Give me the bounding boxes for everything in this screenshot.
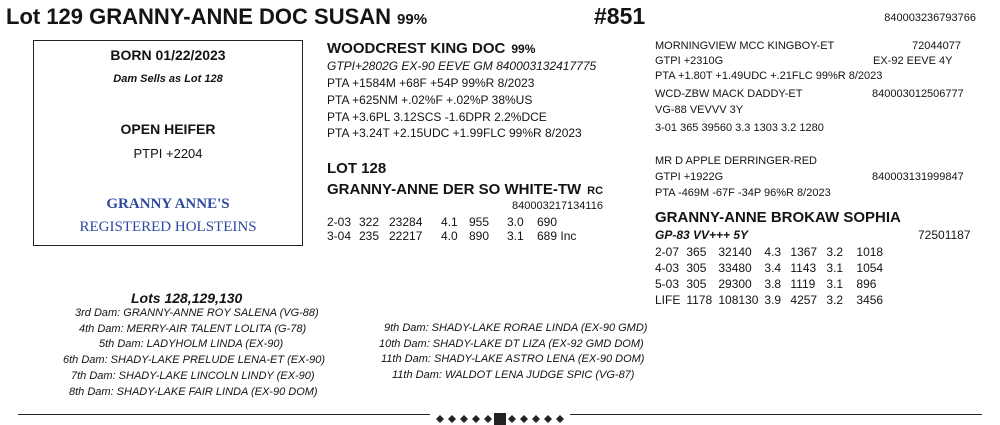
dam-sire-pta: PTA -469M -67F -34P 96%R 8/2023 — [655, 187, 831, 199]
record-cell: 1367 — [790, 245, 818, 259]
record-cell: 305 — [686, 277, 707, 291]
dam-line: 11th Dam: WALDOT LENA JUDGE SPIC (VG-87) — [392, 369, 635, 381]
lot-percent: 99% — [397, 11, 428, 28]
dam-line: 8th Dam: SHADY-LAKE FAIR LINDA (EX-90 DOM) — [69, 386, 318, 398]
sire-pta-line: PTA +1584M +68F +54P 99%R 8/2023 — [327, 76, 535, 90]
farm-logo-line1: GRANNY ANNE'S — [106, 196, 230, 212]
record-cell: 3.1 — [507, 229, 524, 243]
dam-line: 11th Dam: SHADY-LAKE ASTRO LENA (EX-90 DOM) — [381, 353, 645, 365]
record-cell: 305 — [686, 261, 707, 275]
ptpi-value: PTPI +2204 — [133, 146, 203, 161]
record-cell: 3.9 — [764, 293, 782, 307]
record-cell: LIFE — [655, 293, 681, 307]
record-cell: 2-03 — [327, 215, 352, 229]
record-cell: 235 — [359, 229, 380, 243]
table-row — [655, 276, 889, 292]
catalog-number: #851 — [594, 3, 646, 29]
record-cell: 3-04 — [327, 229, 352, 243]
record-cell: 3.1 — [826, 277, 844, 291]
dam-sire-gtpi: GTPI +1922G — [655, 171, 724, 183]
dam-id: 840003217134116 — [512, 200, 603, 212]
farm-logo-line2: REGISTERED HOLSTEINS — [79, 219, 257, 235]
sire-sire-class: EX-92 EEVE 4Y — [873, 55, 953, 67]
record-cell: 322 — [359, 215, 380, 229]
record-cell: 3456 — [856, 293, 884, 307]
sire-dam-record: 3-01 365 39560 3.3 1303 3.2 1280 — [655, 122, 824, 134]
record-cell: 4.1 — [441, 215, 458, 229]
record-cell: 1143 — [790, 261, 817, 275]
record-cell: 4257 — [790, 293, 818, 307]
sire-dam-id: 840003012506777 — [872, 88, 964, 100]
record-cell: 29300 — [718, 277, 752, 291]
record-cell: 955 — [469, 215, 490, 229]
dam-line: 9th Dam: SHADY-LAKE RORAE LINDA (EX-90 GMD) — [384, 322, 648, 334]
table-row — [655, 260, 889, 276]
record-cell: 4-03 — [655, 261, 680, 275]
sire-dam-name: WCD-ZBW MACK DADDY-ET — [655, 88, 803, 100]
sire-dam-class: VG-88 VEVVV 3Y — [655, 104, 744, 116]
dam-lot: LOT 128 — [327, 160, 387, 177]
dam-name: GRANNY-ANNE DER SO WHITE-TW — [327, 181, 582, 198]
record-cell: 1119 — [790, 277, 816, 291]
record-cell: 22217 — [389, 229, 423, 243]
sire-pta-line: PTA +625NM +.02%F +.02%P 38%US — [327, 93, 533, 107]
dam-sells-note: Dam Sells as Lot 128 — [113, 73, 223, 85]
record-cell: 365 — [686, 245, 707, 259]
record-cell: 33480 — [718, 261, 752, 275]
ornament-icon — [430, 409, 570, 425]
dam-line: 5th Dam: LADYHOLM LINDA (EX-90) — [99, 338, 284, 350]
record-cell: 108130 — [718, 293, 759, 307]
sire-name-line — [327, 40, 535, 57]
record-cell: 3.0 — [507, 215, 524, 229]
dam-sire-name: MR D APPLE DERRINGER-RED — [655, 155, 817, 167]
record-cell: 5-03 — [655, 277, 680, 291]
record-cell: 3.1 — [826, 261, 844, 275]
sire-percent: 99% — [511, 42, 536, 56]
record-cell: 3.2 — [826, 245, 844, 259]
dam-line: 10th Dam: SHADY-LAKE DT LIZA (EX-92 GMD DOM) — [379, 338, 644, 350]
dam-line: 3rd Dam: GRANNY-ANNE ROY SALENA (VG-88) — [75, 307, 319, 319]
record-cell: 890 — [469, 229, 490, 243]
record-cell: 4.0 — [441, 229, 458, 243]
record-cell: 2-07 — [655, 245, 680, 259]
animal-class: OPEN HEIFER — [120, 121, 216, 137]
record-cell: 4.3 — [764, 245, 782, 259]
dam-dam-reg: 72501187 — [918, 228, 971, 242]
record-cell: 23284 — [389, 215, 423, 229]
lots-heading: Lots 128,129,130 — [131, 290, 243, 306]
record-cell: 3.2 — [826, 293, 844, 307]
dam-name-line — [327, 181, 603, 198]
lot-title-text: Lot 129 GRANNY-ANNE DOC SUSAN — [6, 4, 392, 29]
dam-records — [327, 215, 582, 243]
sire-sire-name: MORNINGVIEW MCC KINGBOY-ET — [655, 40, 835, 52]
dam-line: 6th Dam: SHADY-LAKE PRELUDE LENA-ET (EX-90) — [63, 354, 326, 366]
dam-dam-class: GP-83 VV+++ 5Y — [655, 228, 749, 242]
table-row — [327, 229, 582, 243]
dam-line: 4th Dam: MERRY-AIR TALENT LOLITA (G-78) — [79, 323, 307, 335]
info-box — [33, 40, 303, 246]
table-row — [327, 215, 582, 229]
sire-pta-line: PTA +3.24T +2.15UDC +1.99FLC 99%R 8/2023 — [327, 126, 582, 140]
record-cell: 1054 — [856, 261, 884, 275]
record-cell: 690 — [537, 215, 558, 229]
sire-gtpi: GTPI+2802G EX-90 EEVE GM 840003132417775 — [327, 59, 597, 73]
sire-sire-pta: PTA +1.80T +1.49UDC +.21FLC 99%R 8/2023 — [655, 70, 883, 82]
record-cell: 32140 — [718, 245, 752, 259]
dam-dam-records — [655, 244, 889, 308]
table-row — [655, 292, 889, 308]
record-cell: 1178 — [686, 293, 713, 307]
record-cell: 896 — [856, 277, 877, 291]
record-cell: 3.4 — [764, 261, 782, 275]
dam-rc-badge: RC — [587, 185, 604, 197]
record-cell: 3.8 — [764, 277, 782, 291]
dam-line: 7th Dam: SHADY-LAKE LINCOLN LINDY (EX-90) — [71, 370, 315, 382]
dam-dam-name: GRANNY-ANNE BROKAW SOPHIA — [655, 209, 901, 226]
sire-pta-line: PTA +3.6PL 3.12SCS -1.6DPR 2.2%DCE — [327, 110, 547, 124]
record-cell: 1018 — [856, 245, 884, 259]
registration-id: 840003236793766 — [884, 12, 976, 24]
birth-date: BORN 01/22/2023 — [110, 47, 226, 63]
record-cell: 689 Inc — [537, 229, 577, 243]
sire-sire-gtpi: GTPI +2310G — [655, 55, 724, 67]
table-row — [655, 244, 889, 260]
sire-sire-reg: 72044077 — [912, 40, 961, 52]
sire-name: WOODCREST KING DOC — [327, 40, 506, 57]
lot-title — [6, 4, 427, 30]
dam-sire-id: 840003131999847 — [872, 171, 964, 183]
